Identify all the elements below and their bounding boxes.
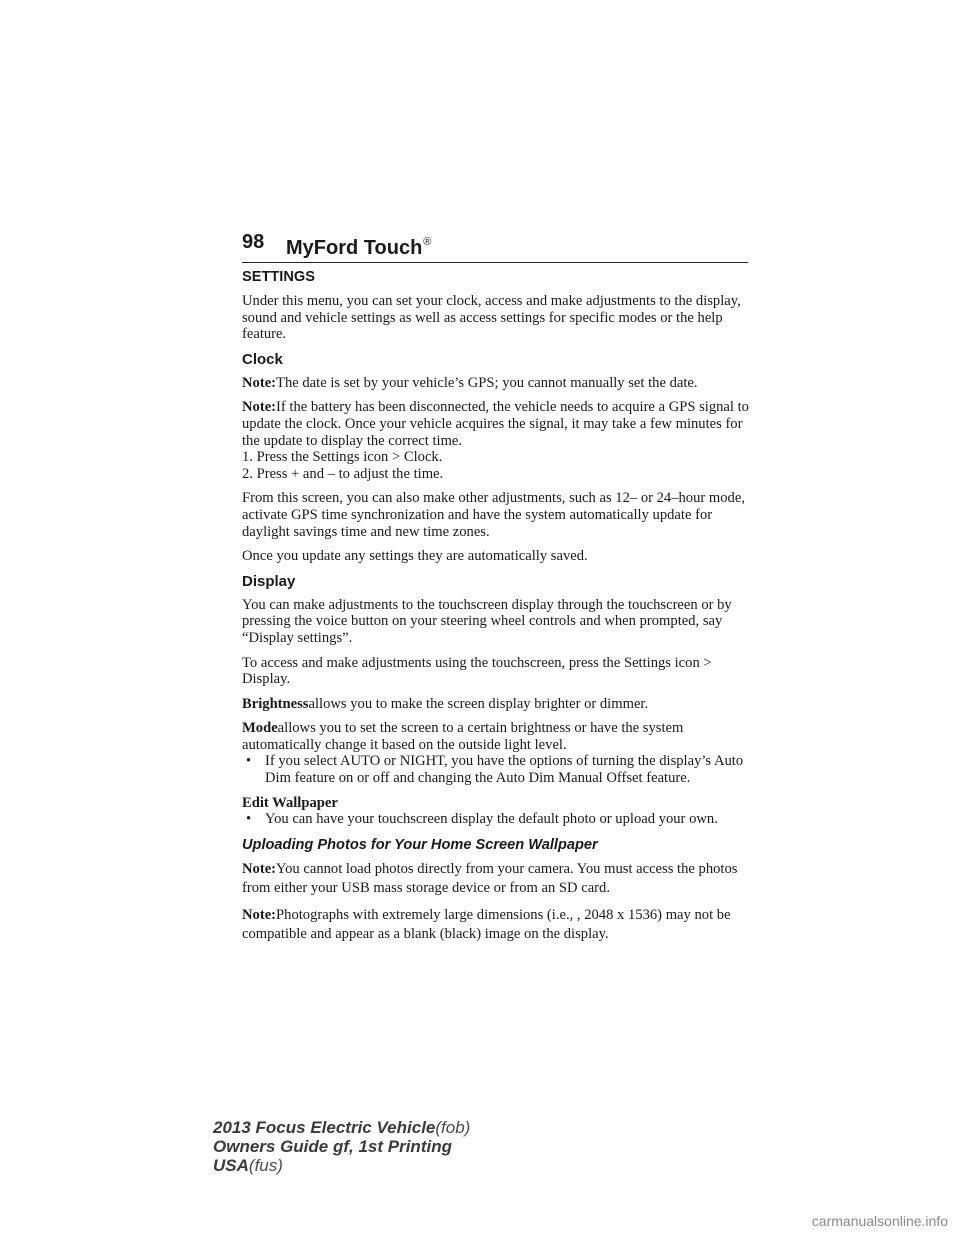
upload-note-2-text: Photographs with extremely large dimensions (i.e., , 2048 x 1536) may not be compatible and appear as a blank (black) image on the display.	[242, 906, 731, 942]
mode-bullet-text: If you select AUTO or NIGHT, you have the options of turning the display’s Auto Dim feature on or off and changing the Auto Dim Manual Offset feature.	[265, 753, 744, 787]
bullet-icon: •	[246, 811, 252, 828]
footer-line-3	[213, 1156, 470, 1175]
footer-line-2: Owners Guide gf, 1st Printing	[213, 1137, 452, 1156]
mode-paragraph	[242, 720, 752, 753]
brightness-text: allows you to make the screen display brighter or dimmer.	[308, 695, 649, 712]
footer-vehicle-code: (fob)	[435, 1118, 471, 1137]
clock-step-1: 1. Press the Settings icon > Clock.	[242, 449, 443, 466]
footer-market-code: (fus)	[248, 1156, 283, 1175]
brightness-paragraph	[242, 696, 752, 713]
mode-bullet	[242, 753, 752, 786]
display-paragraph-1: You can make adjustments to the touchscreen display through the touchscreen or by pressing the voice button on your steering wheel controls and when prompted, say “Display settings”.	[242, 596, 732, 646]
footer-line-1	[213, 1118, 470, 1137]
upload-note-2	[242, 906, 752, 944]
mode-text: allows you to set the screen to a certain brightness or have the system automatically change it based on the outside light level.	[242, 720, 684, 753]
note-label: Note:	[242, 399, 277, 416]
bullet-icon: •	[246, 753, 252, 770]
clock-note-2	[242, 399, 752, 449]
note-label: Note:	[242, 374, 277, 391]
brightness-label: Brightness	[242, 695, 309, 712]
edit-wallpaper-heading: Edit Wallpaper	[242, 794, 338, 811]
display-heading: Display	[242, 572, 296, 590]
wallpaper-bullet	[242, 811, 752, 828]
page-body	[242, 268, 752, 952]
clock-paragraph-2: Once you update any settings they are automatically saved.	[242, 548, 588, 565]
wallpaper-bullet-text: You can have your touchscreen display the default photo or upload your own.	[265, 811, 718, 828]
watermark: carmanualsonline.info	[811, 1213, 948, 1229]
note-label: Note:	[242, 906, 277, 923]
settings-heading: SETTINGS	[242, 269, 315, 285]
footer-market: USA	[213, 1156, 249, 1175]
page-number: 98	[242, 231, 265, 253]
clock-paragraph-1: From this screen, you can also make other adjustments, such as 12– or 24–hour mode, activate GPS time synchronization and have the system automatically update for daylight savings time and new time zones.	[242, 490, 745, 540]
settings-intro: Under this menu, you can set your clock, access and make adjustments to the display, sound and vehicle settings as well as access settings for specific modes or the help feature.	[242, 293, 741, 343]
upload-note-1-text: You cannot load photos directly from your camera. You must access the photos from either your USB mass storage device or from an SD card.	[242, 860, 738, 896]
upload-photos-heading: Uploading Photos for Your Home Screen Wallpaper	[242, 836, 598, 853]
clock-note-1-text: The date is set by your vehicle’s GPS; you cannot manually set the date.	[276, 374, 698, 391]
chapter-title	[286, 228, 431, 262]
clock-note-1	[242, 375, 752, 392]
mode-label: Mode	[242, 720, 278, 737]
document-footer	[213, 1118, 470, 1175]
chapter-title-text: MyFord Touch	[286, 237, 423, 259]
footer-vehicle: 2013 Focus Electric Vehicle	[213, 1118, 436, 1137]
page-header	[242, 228, 748, 263]
clock-heading: Clock	[242, 350, 283, 368]
clock-step-2: 2. Press + and – to adjust the time.	[242, 465, 444, 482]
note-label: Note:	[242, 860, 277, 877]
upload-note-1	[242, 860, 752, 898]
clock-note-2-text: If the battery has been disconnected, the vehicle needs to acquire a GPS signal to update the clock. Once your vehicle acquires the signal, it may take a few minutes for the update to display the correct time.	[242, 399, 749, 449]
display-paragraph-2: To access and make adjustments using the touchscreen, press the Settings icon > Display.	[242, 654, 712, 688]
registered-mark: ®	[423, 236, 432, 248]
